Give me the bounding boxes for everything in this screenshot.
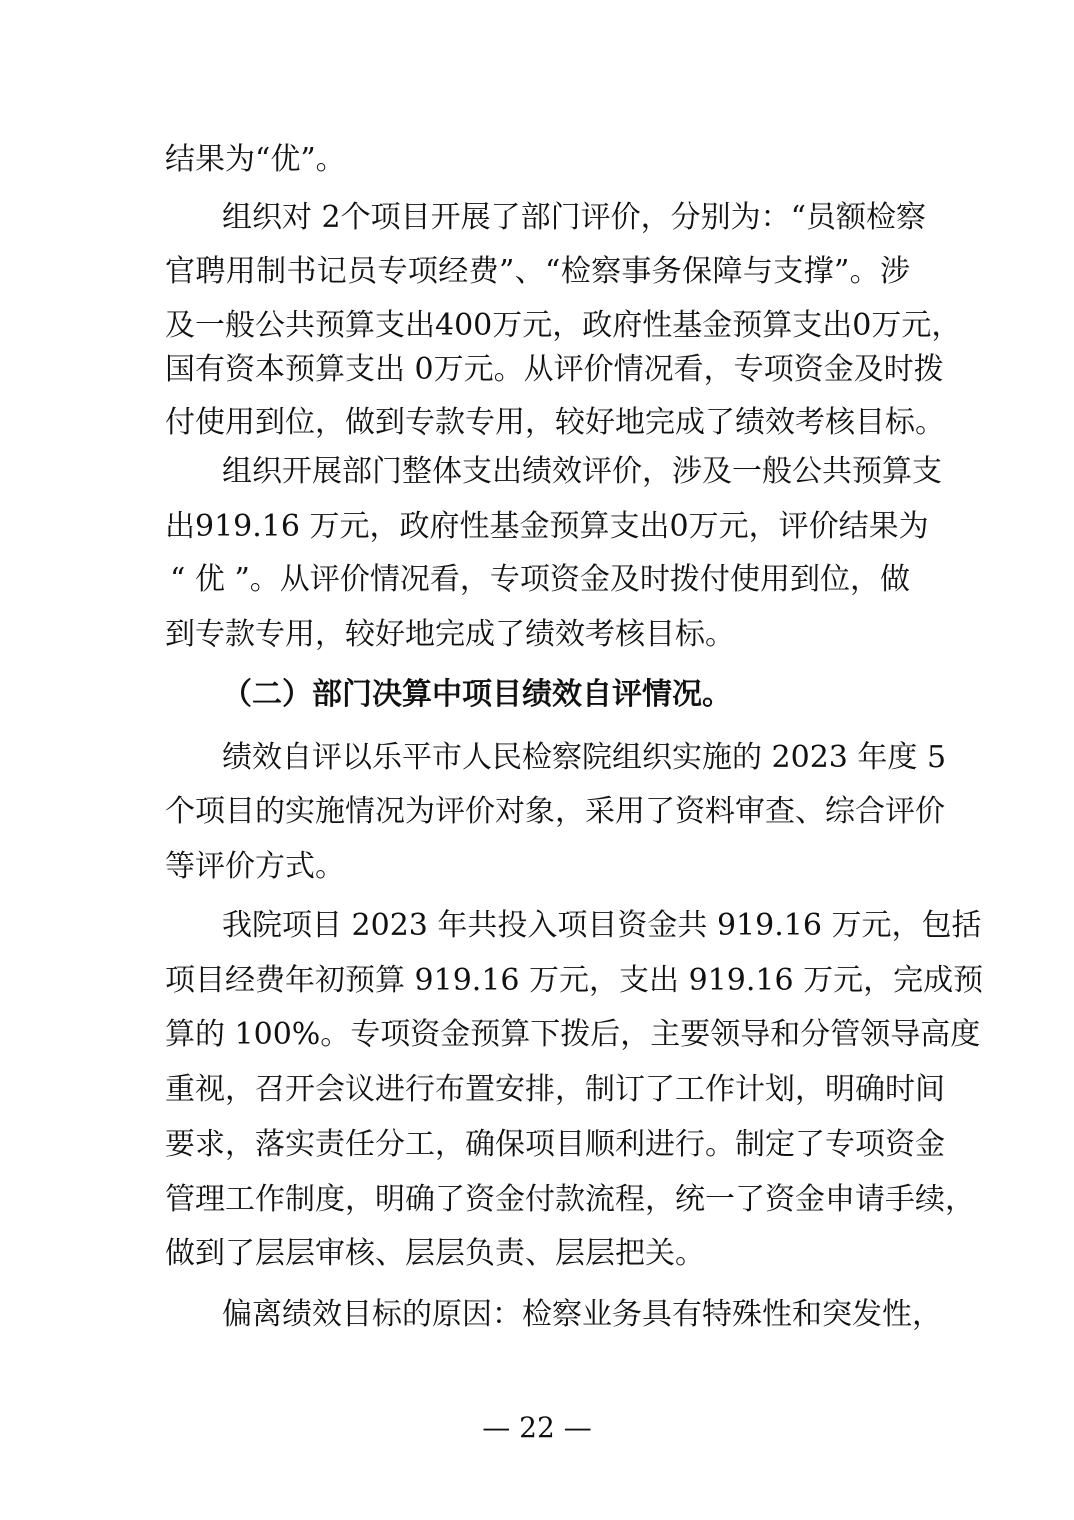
paragraph-line: 要求，落实责任分工，确保项目顺利进行。制定了专项资金 [165,1127,945,1162]
paragraph-line: 做到了层层审核、层层负责、层层把关。 [165,1236,705,1271]
paragraph-line: “ 优 ”。从评价情况看，专项资金及时拨付使用到位，做 [170,562,910,597]
paragraph-line: 管理工作制度，明确了资金付款流程，统一了资金申请手续， [165,1182,975,1217]
paragraph-line: 等评价方式。 [165,849,345,884]
paragraph-line: 算的 100%。专项资金预算下拨后，主要领导和分管领导高度 [165,1017,981,1052]
paragraph-line: 官聘用制书记员专项经费”、“检察事务保障与支撑”。涉 [165,254,910,289]
paragraph-line: 付使用到位，做到专款专用，较好地完成了绩效考核目标。 [165,405,945,440]
paragraph-line: 国有资本预算支出 0万元。从评价情况看，专项资金及时拨 [165,352,944,387]
paragraph-line: 我院项目 2023 年共投入项目资金共 919.16 万元，包括 [222,908,982,943]
paragraph-line: 项目经费年初预算 919.16 万元，支出 919.16 万元，完成预 [165,963,984,998]
paragraph-line: 组织对 2个项目开展了部门评价，分别为：“员额检察 [222,200,926,235]
paragraph-line: 组织开展部门整体支出绩效评价，涉及一般公共预算支 [222,454,942,489]
paragraph-line: 重视，召开会议进行布置安排，制订了工作计划，明确时间 [165,1072,945,1107]
paragraph-line: 绩效自评以乐平市人民检察院组织实施的 2023 年度 5 [222,740,947,775]
paragraph-line: 到专款专用，较好地完成了绩效考核目标。 [165,617,735,652]
paragraph-line: 个项目的实施情况为评价对象，采用了资料审查、综合评价 [165,794,945,829]
page-number: — 22 — [482,1411,592,1444]
paragraph-line: 结果为“优”。 [165,142,346,177]
paragraph-line: 偏离绩效目标的原因：检察业务具有特殊性和突发性， [222,1297,942,1332]
paragraph-line: 出919.16 万元，政府性基金预算支出0万元，评价结果为 [165,509,929,544]
section-heading: （二）部门决算中项目绩效自评情况。 [222,677,732,712]
paragraph-line: 及一般公共预算支出400万元，政府性基金预算支出0万元， [165,308,962,343]
